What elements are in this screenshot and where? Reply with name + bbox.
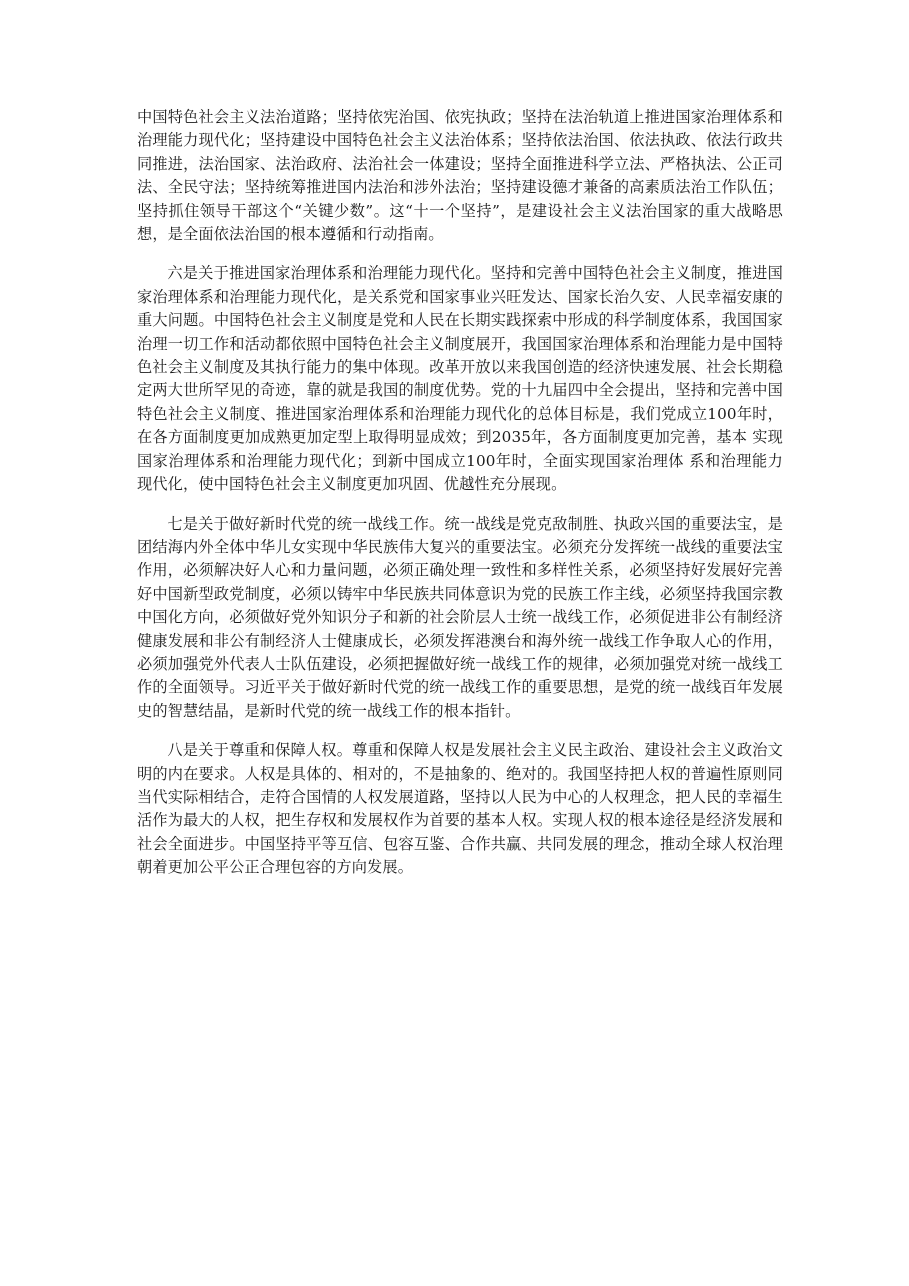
paragraph-human-rights: 八是关于尊重和保障人权。尊重和保障人权是发展社会主义民主政治、建设社会主义政治文明的内在要求。人权是具体的、相对的，不是抽象的、绝对的。我国坚持把人权的普遍性原则同当代实际相结合，走符合国情的人权发展道路，坚持以人民为中心的人权理念，把人民的幸福生活作为最大的人权，把生存权和发展权作为首要的基本人权。实现人权的根本途径是经济发展和社会全面进步。中国坚持平等互信、包容互鉴、合作共赢、共同发展的理念，推动全球人权治理朝着更加公平公正合理包容的方向发展。	[137, 741, 783, 877]
paragraph-governance: 六是关于推进国家治理体系和治理能力现代化。坚持和完善中国特色社会主义制度，推进国家治理体系和治理能力现代化，是关系党和国家事业兴旺发达、国家长治久安、人民幸福安康的重大问题。中国特色社会主义制度是党和人民在长期实践探索中形成的科学制度体系，我国国家治理一切工作和活动都依照中国特色社会主义制度展开，我国国家治理体系和治理能力是中国特色社会主义制度及其执行能力的集中体现。改革开放以来我国创造的经济快速发展、社会长期稳定两大世所罕见的奇迹，靠的就是我国的制度优势。党的十九届四中全会提出，坚持和完善中国特色社会主义制度、推进国家治理体系和治理能力现代化的总体目标是，我们党成立100年时，在各方面制度更加成熟更加定型上取得明显成效；到2035年，各方面制度更加完善，基本 实现国家治理体系和治理能力现代化；到新中国成立100年时，全面实现国家治理体 系和治理能力现代化，使中国特色社会主义制度更加巩固、优越性充分展现。	[137, 264, 783, 494]
document-body	[137, 106, 783, 896]
paragraph-united-front: 七是关于做好新时代党的统一战线工作。统一战线是党克敌制胜、执政兴国的重要法宝，是团结海内外全体中华儿女实现中华民族伟大复兴的重要法宝。必须充分发挥统一战线的重要法宝作用，必须解决好人心和力量问题，必须正确处理一致性和多样性关系，必须坚持好发展好完善好中国新型政党制度，必须以铸牢中华民族共同体意识为党的民族工作主线，必须坚持我国宗教中国化方向，必须做好党外知识分子和新的社会阶层人士统一战线工作，必须促进非公有制经济健康发展和非公有制经济人士健康成长，必须发挥港澳台和海外统一战线工作争取人心的作用，必须加强党外代表人士队伍建设，必须把握做好统一战线工作的规律，必须加强党对统一战线工作的全面领导。习近平关于做好新时代党的统一战线工作的重要思想，是党的统一战线百年发展史的智慧结晶，是新时代党的统一战线工作的根本指针。	[137, 514, 783, 720]
paragraph-continuation: 中国特色社会主义法治道路；坚持依宪治国、依宪执政；坚持在法治轨道上推进国家治理体系和治理能力现代化；坚持建设中国特色社会主义法治体系；坚持依法治国、依法执政、依法行政共同推进，法治国家、法治政府、法治社会一体建设；坚持全面推进科学立法、严格执法、公正司法、全民守法；坚持统筹推进国内法治和涉外法治；坚持建设德才兼备的高素质法治工作队伍；坚持抓住领导干部这个“关键少数”。这“十一个坚持”，是建设社会主义法治国家的重大战略思想，是全面依法治国的根本遵循和行动指南。	[137, 108, 783, 244]
